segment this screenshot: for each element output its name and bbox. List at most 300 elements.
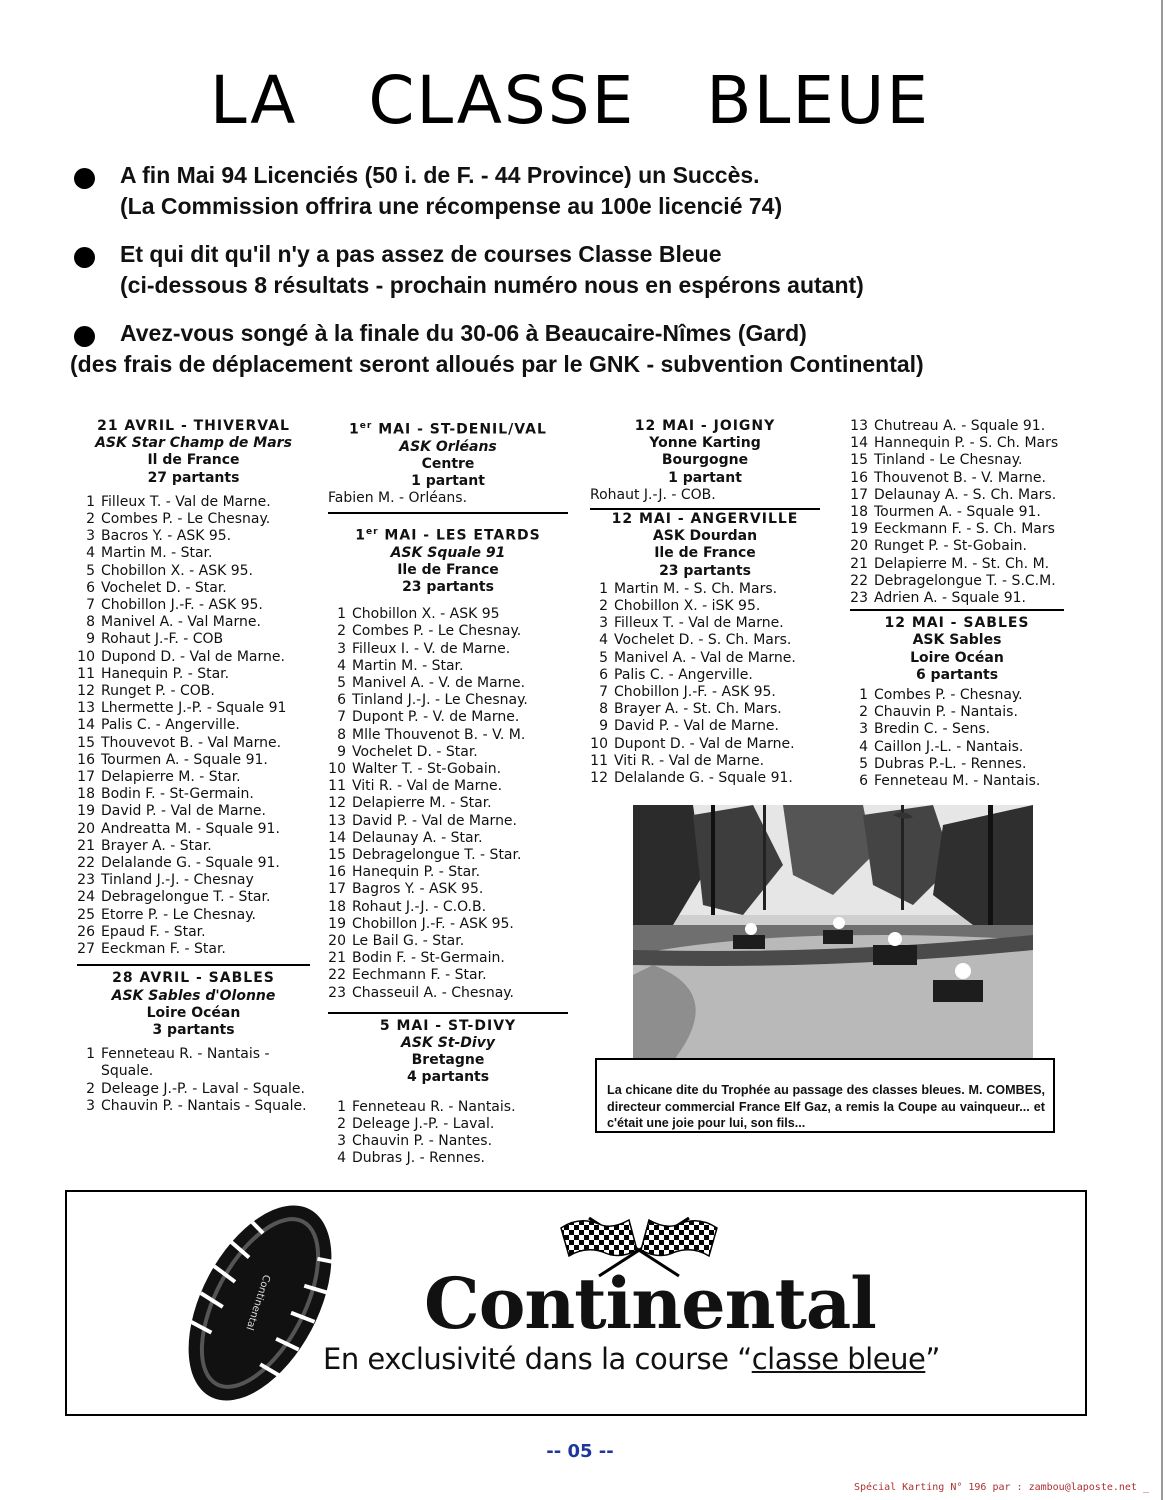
result-driver: Rohaut J.-J. - COB. — [590, 486, 716, 503]
result-entry — [77, 717, 310, 734]
result-position: 5 — [337, 674, 346, 691]
result-position: 2 — [337, 1115, 346, 1132]
result-position: 7 — [599, 684, 608, 701]
result-driver: Chobillon X. - ASK 95. — [101, 562, 254, 579]
result-entry — [77, 683, 310, 700]
race-header-st-divy — [328, 1018, 568, 1087]
result-position: 19 — [77, 803, 95, 820]
result-driver: Fenneteau R. - Nantais - Squale. — [101, 1046, 270, 1080]
result-driver: Brayer A. - Star. — [101, 837, 212, 854]
results-list — [328, 490, 568, 507]
result-position: 16 — [328, 864, 346, 881]
result-entry — [850, 590, 1090, 607]
result-entry — [328, 490, 568, 507]
result-driver: Combes P. - Chesnay. — [874, 687, 1023, 704]
bullet-dot-icon — [74, 168, 95, 189]
result-position: 10 — [328, 760, 346, 777]
result-entry — [850, 773, 1090, 790]
result-entry — [590, 770, 820, 787]
result-entry — [850, 739, 1090, 756]
result-position: 20 — [850, 538, 868, 555]
race-date: 12 MAI - JOIGNY — [634, 418, 776, 434]
result-entry — [77, 752, 310, 769]
result-position: 10 — [77, 648, 95, 665]
result-driver: Filleux T. - Val de Marne. — [101, 493, 271, 510]
result-driver: Deleage J.-P. - Laval - Squale. — [101, 1080, 305, 1097]
result-entry — [328, 744, 568, 761]
result-position: 12 — [77, 683, 95, 700]
results-list — [850, 418, 1090, 607]
result-driver: Bodin F. - St-Germain. — [101, 786, 254, 803]
race-region: Bretagne — [411, 1052, 485, 1069]
result-driver: Eeckmann F. - S. Ch. Mars — [874, 521, 1055, 538]
result-position: 12 — [328, 795, 346, 812]
result-position: 2 — [337, 623, 346, 640]
race-region: Loire Océan — [910, 649, 1004, 666]
result-entry — [850, 573, 1090, 590]
page-number: -- 05 -- — [546, 1441, 614, 1462]
race-date: 21 AVRIL - THIVERVAL — [97, 418, 290, 434]
result-entry — [77, 545, 310, 562]
result-position: 11 — [77, 665, 95, 682]
result-driver: Filleux T. - Val de Marne. — [614, 615, 784, 632]
result-position: 6 — [599, 666, 608, 683]
race-club: ASK St-Divy — [401, 1035, 495, 1052]
result-entry — [328, 1150, 568, 1167]
result-entry — [77, 597, 310, 614]
results-column-3 — [590, 418, 820, 787]
result-position: 21 — [77, 837, 95, 854]
result-driver: Dubras J. - Rennes. — [352, 1150, 485, 1167]
result-driver: Vochelet D. - Star. — [352, 743, 478, 760]
result-position: 2 — [859, 704, 868, 721]
result-entry — [850, 521, 1090, 538]
result-entry — [77, 907, 310, 924]
race-date: 1er MAI - ST-DENIL/VAL — [349, 421, 547, 438]
race-region: Ile de France — [397, 561, 499, 578]
result-driver: Hanequin P. - Star. — [352, 864, 481, 881]
result-entry — [77, 649, 310, 666]
bullet-line: (des frais de déplacement seront alloués par le GNK - subvention Continental) — [70, 351, 924, 377]
bullet-line: Et qui dit qu'il n'y a pas assez de courses Classe Bleue — [120, 241, 722, 267]
result-driver: Combes P. - Le Chesnay. — [101, 511, 271, 528]
result-entry — [328, 881, 568, 898]
result-driver: Tourmen A. - Squale 91. — [874, 504, 1041, 521]
result-position: 16 — [77, 751, 95, 768]
result-position: 7 — [86, 597, 95, 614]
result-driver: Hannequin P. - S. Ch. Mars — [874, 435, 1059, 452]
result-position: 3 — [337, 640, 346, 657]
result-entry — [850, 756, 1090, 773]
divider — [590, 508, 820, 510]
result-position: 16 — [850, 469, 868, 486]
result-driver: Delapierre M. - Star. — [352, 795, 492, 812]
result-driver: Vochelet D. - Star. — [101, 579, 227, 596]
result-position: 19 — [328, 915, 346, 932]
result-position: 3 — [859, 721, 868, 738]
result-driver: Fenneteau R. - Nantais. — [352, 1098, 516, 1115]
race-entrants: 1 partant — [668, 469, 742, 486]
result-entry — [77, 614, 310, 631]
result-position: 26 — [77, 923, 95, 940]
result-driver: Palis C. - Angerville. — [101, 717, 240, 734]
race-region: Ile de France — [654, 545, 756, 562]
result-entry — [77, 511, 310, 528]
race-entrants: 6 partants — [915, 666, 999, 683]
race-entrants: 3 partants — [152, 1021, 235, 1038]
result-entry — [328, 830, 568, 847]
divider — [328, 512, 568, 514]
result-entry — [850, 435, 1090, 452]
result-driver: Brayer A. - St. Ch. Mars. — [614, 701, 782, 718]
result-entry — [328, 847, 568, 864]
continental-logo: Continental — [424, 1262, 876, 1345]
race-region: Bourgogne — [661, 452, 749, 469]
result-entry — [328, 864, 568, 881]
result-driver: Chobillon J.-F. - ASK 95. — [101, 597, 263, 614]
result-driver: Delalande G. - Squale 91. — [101, 855, 280, 872]
result-entry — [328, 795, 568, 812]
result-entry — [328, 709, 568, 726]
result-driver: Martin M. - Star. — [352, 657, 464, 674]
result-position: 15 — [850, 452, 868, 469]
result-entry — [328, 899, 568, 916]
result-entry — [590, 718, 820, 735]
result-driver: Viti R. - Val de Marne. — [614, 752, 765, 769]
result-position: 14 — [77, 717, 95, 734]
bullet-licences — [70, 160, 1120, 222]
result-entry — [850, 418, 1090, 435]
results-list — [590, 581, 820, 787]
result-position: 20 — [328, 933, 346, 949]
race-entrants: 23 partants — [402, 578, 494, 595]
result-entry — [77, 528, 310, 545]
result-entry — [328, 641, 568, 658]
result-position: 4 — [859, 738, 868, 755]
result-position: 6 — [86, 579, 95, 596]
result-position: 1 — [86, 1046, 95, 1063]
result-position: 7 — [337, 709, 346, 726]
result-driver: David P. - Val de Marne. — [352, 812, 517, 829]
result-entry — [77, 872, 310, 889]
result-entry — [77, 1081, 310, 1098]
result-driver: David P. - Val de Marne. — [101, 803, 266, 820]
result-position: 9 — [337, 743, 346, 760]
result-entry — [590, 581, 820, 598]
result-driver: David P. - Val de Marne. — [614, 718, 779, 735]
result-driver: Delalande G. - Squale 91. — [614, 770, 793, 787]
race-club: ASK Dourdan — [652, 528, 758, 545]
result-position: 24 — [77, 889, 95, 906]
result-position: 12 — [590, 770, 608, 787]
result-position: 3 — [599, 615, 608, 632]
result-entry — [328, 1099, 568, 1116]
result-position: 18 — [328, 898, 346, 915]
result-entry — [77, 631, 310, 648]
race-date: 12 MAI - ANGERVILLE — [611, 511, 799, 528]
result-entry — [328, 985, 568, 1002]
result-entry — [77, 821, 310, 838]
result-driver: Manivel A. - Val de Marne. — [614, 649, 796, 666]
result-position: 6 — [859, 773, 868, 790]
tyre-icon — [185, 1192, 335, 1414]
result-entry — [590, 650, 820, 667]
race-header-thiverval — [77, 418, 310, 487]
result-entry — [328, 623, 568, 640]
result-position: 2 — [86, 1080, 95, 1097]
result-position: 20 — [77, 820, 95, 837]
result-driver: Runget P. - COB. — [101, 683, 215, 700]
result-entry — [328, 675, 568, 692]
result-driver: Runget P. - St-Gobain. — [874, 538, 1027, 555]
race-header-sables — [850, 615, 1064, 684]
result-entry — [328, 727, 568, 744]
result-driver: Rohaut J.-F. - COB — [101, 631, 224, 648]
karting-photo-image — [633, 805, 1033, 1073]
race-club: Yonne Karting — [649, 435, 761, 452]
result-entry — [328, 778, 568, 795]
results-column-1 — [77, 418, 310, 1115]
results-list — [850, 687, 1090, 790]
race-entrants: 4 partants — [406, 1069, 490, 1086]
result-driver: Etorre P. - Le Chesnay. — [101, 906, 256, 923]
divider — [328, 1012, 568, 1014]
result-driver: Palis C. - Angerville. — [614, 666, 753, 683]
result-position: 25 — [77, 906, 95, 923]
result-driver: Bodin F. - St-Germain. — [352, 950, 505, 967]
result-driver: Eechmann F. - Star. — [352, 967, 487, 984]
result-position: 1 — [599, 580, 608, 597]
result-entry — [77, 855, 310, 872]
result-entry — [77, 666, 310, 683]
result-driver: Lhermette J.-P. - Squale 91 — [101, 700, 287, 717]
result-position: 9 — [599, 718, 608, 735]
result-entry — [328, 813, 568, 830]
race-club: ASK Sables — [912, 632, 1002, 649]
result-entry — [590, 615, 820, 632]
result-position: 4 — [337, 1150, 346, 1167]
result-position: 4 — [337, 657, 346, 674]
result-position: 5 — [599, 649, 608, 666]
result-entry — [77, 838, 310, 855]
bullet-dot-icon — [74, 326, 95, 347]
result-entry — [328, 761, 568, 778]
result-position: 6 — [337, 692, 346, 709]
photo-caption: La chicane dite du Trophée au passage des classes bleues. M. COMBES, directeur commercial France Elf Gaz, a remis la Coupe au vainqueur... et c'était une joie pour lui, son fils... — [595, 1058, 1055, 1133]
result-driver: Deleage J.-P. - Laval. — [352, 1115, 495, 1132]
result-driver: Bredin C. - Sens. — [874, 721, 991, 738]
karting-photo — [633, 805, 1033, 1073]
result-position: 21 — [850, 555, 868, 572]
ad-tagline: En exclusivité dans la course “classe bleue” — [323, 1342, 940, 1376]
race-header-joigny — [590, 418, 820, 487]
result-entry — [328, 658, 568, 675]
tyre-brand-text: Continental — [243, 1273, 272, 1332]
result-driver: Fabien M. - Orléans. — [328, 490, 468, 507]
result-position: 5 — [859, 755, 868, 772]
race-date: 5 MAI - ST-DIVY — [379, 1017, 517, 1034]
result-position: 1 — [859, 687, 868, 704]
result-position: 17 — [850, 486, 868, 503]
race-header-les-etards — [328, 524, 568, 596]
result-position: 9 — [86, 631, 95, 648]
result-driver: Dupont D. - Val de Marne. — [614, 735, 795, 752]
result-position: 4 — [86, 545, 95, 562]
result-entry — [850, 704, 1090, 721]
result-position: 27 — [77, 941, 95, 958]
bullet-dot-icon — [74, 247, 95, 268]
result-entry — [328, 1133, 568, 1150]
result-position: 23 — [77, 872, 95, 889]
bullet-courses — [70, 239, 1120, 301]
result-position: 10 — [590, 735, 608, 752]
result-position: 17 — [77, 769, 95, 786]
result-position: 13 — [328, 812, 346, 829]
bullet-line: A fin Mai 94 Licenciés (50 i. de F. - 44 Province) un Succès. — [120, 162, 760, 188]
result-driver: Tinland J.-J. - Le Chesnay. — [352, 692, 528, 709]
result-driver: Debragelongue T. - Star. — [101, 889, 271, 906]
race-club: ASK Orléans — [399, 438, 497, 455]
result-driver: Martin M. - S. Ch. Mars. — [614, 580, 778, 597]
results-list — [328, 1099, 568, 1168]
result-entry — [77, 1098, 310, 1115]
result-driver: Vochelet D. - S. Ch. Mars. — [614, 632, 792, 649]
result-driver: Fenneteau M. - Nantais. — [874, 773, 1041, 790]
result-driver: Rohaut J.-J. - C.O.B. — [352, 898, 487, 915]
result-position: 5 — [86, 562, 95, 579]
result-entry — [77, 494, 310, 511]
race-date: 12 MAI - SABLES — [884, 615, 1030, 632]
continental-advertisement — [65, 1190, 1087, 1416]
result-entry — [850, 470, 1090, 487]
result-position: 14 — [328, 829, 346, 846]
result-driver: Delapierre M. - Star. — [101, 769, 241, 786]
result-driver: Tourmen A. - Squale 91. — [101, 751, 268, 768]
result-driver: Manivel A. - Val Marne. — [101, 614, 261, 631]
result-driver: Combes P. - Le Chesnay. — [352, 623, 522, 640]
result-entry — [850, 487, 1090, 504]
result-entry — [328, 950, 568, 967]
result-entry — [77, 1046, 310, 1080]
results-list — [77, 1046, 310, 1115]
race-entrants: 1 partant — [411, 473, 485, 490]
bullet-finale — [70, 318, 1120, 380]
bullet-line: (La Commission offrira une récompense au 100e licencié 74) — [120, 193, 783, 219]
results-column-4 — [850, 418, 1090, 790]
result-driver: Le Bail G. - Star. — [352, 933, 465, 949]
result-position: 1 — [337, 1098, 346, 1115]
result-entry — [850, 504, 1090, 521]
result-entry — [328, 967, 568, 984]
race-club: ASK Star Champ de Mars — [95, 435, 292, 452]
result-driver: Debragelongue T. - Star. — [352, 846, 522, 863]
results-list — [590, 487, 820, 504]
result-position: 3 — [86, 528, 95, 545]
results-list — [77, 494, 310, 958]
result-position: 3 — [337, 1133, 346, 1150]
result-driver: Chobillon X. - ASK 95 — [352, 606, 500, 623]
result-entry — [77, 889, 310, 906]
result-entry — [77, 700, 310, 717]
result-driver: Chauvin P. - Nantais. — [874, 704, 1018, 721]
result-driver: Martin M. - Star. — [101, 545, 213, 562]
result-position: 18 — [77, 786, 95, 803]
result-driver: Caillon J.-L. - Nantais. — [874, 738, 1024, 755]
result-position: 17 — [328, 881, 346, 898]
result-driver: Chobillon J.-F. - ASK 95. — [352, 915, 514, 932]
result-entry — [590, 701, 820, 718]
result-position: 11 — [328, 778, 346, 795]
result-entry — [328, 916, 568, 933]
result-driver: Bagros Y. - ASK 95. — [352, 881, 484, 898]
result-driver: Chauvin P. - Nantes. — [352, 1133, 493, 1150]
result-driver: Manivel A. - V. de Marne. — [352, 674, 526, 691]
result-position: 22 — [850, 572, 868, 589]
results-column-2 — [328, 418, 568, 1167]
result-entry — [850, 452, 1090, 469]
result-driver: Chobillon X. - iSK 95. — [614, 598, 761, 615]
race-header-st-denil — [328, 418, 568, 490]
divider — [850, 609, 1064, 611]
race-region: Centre — [421, 456, 475, 473]
result-position: 21 — [328, 950, 346, 967]
result-entry — [850, 721, 1090, 738]
result-position: 13 — [77, 700, 95, 717]
result-entry — [77, 580, 310, 597]
result-position: 22 — [328, 967, 346, 984]
result-driver: Chasseuil A. - Chesnay. — [352, 984, 515, 1001]
result-entry — [77, 563, 310, 580]
result-driver: Chutreau A. - Squale 91. — [874, 418, 1046, 434]
result-driver: Mlle Thouvenot B. - V. M. — [352, 726, 526, 743]
result-position: 8 — [86, 614, 95, 631]
bullet-line: Avez-vous songé à la finale du 30-06 à Beaucaire-Nîmes (Gard) — [120, 320, 807, 346]
intro-bullets — [70, 160, 1120, 397]
result-position: 2 — [599, 598, 608, 615]
result-driver: Viti R. - Val de Marne. — [352, 778, 503, 795]
result-driver: Adrien A. - Squale 91. — [874, 590, 1026, 607]
result-driver: Debragelongue T. - S.C.M. — [874, 572, 1056, 589]
result-entry — [77, 924, 310, 941]
result-position: 15 — [77, 734, 95, 751]
result-position: 13 — [850, 418, 868, 434]
result-driver: Eeckman F. - Star. — [101, 941, 226, 958]
race-entrants: 27 partants — [147, 469, 240, 486]
divider — [77, 964, 310, 966]
bullet-line: (ci-dessous 8 résultats - prochain numéro nous en espérons autant) — [120, 272, 864, 298]
result-driver: Bacros Y. - ASK 95. — [101, 528, 232, 545]
result-position: 3 — [86, 1097, 95, 1114]
result-position: 1 — [337, 606, 346, 623]
result-driver: Epaud F. - Star. — [101, 923, 206, 940]
result-driver: Dupont P. - V. de Marne. — [352, 709, 520, 726]
result-driver: Walter T. - St-Gobain. — [352, 760, 502, 777]
result-entry — [850, 687, 1090, 704]
race-region: Il de France — [147, 452, 240, 469]
result-driver: Thouvenot B. - V. Marne. — [874, 469, 1046, 486]
race-entrants: 23 partants — [659, 562, 751, 579]
page-edge-line — [1161, 0, 1163, 1500]
result-driver: Andreatta M. - Squale 91. — [101, 820, 280, 837]
result-entry — [590, 667, 820, 684]
result-driver: Hanequin P. - Star. — [101, 665, 230, 682]
result-entry — [590, 753, 820, 770]
result-position: 14 — [850, 435, 868, 452]
result-entry — [328, 692, 568, 709]
result-driver: Delapierre M. - St. Ch. M. — [874, 555, 1050, 572]
race-date: 28 AVRIL - SABLES — [112, 970, 275, 987]
result-entry — [77, 803, 310, 820]
